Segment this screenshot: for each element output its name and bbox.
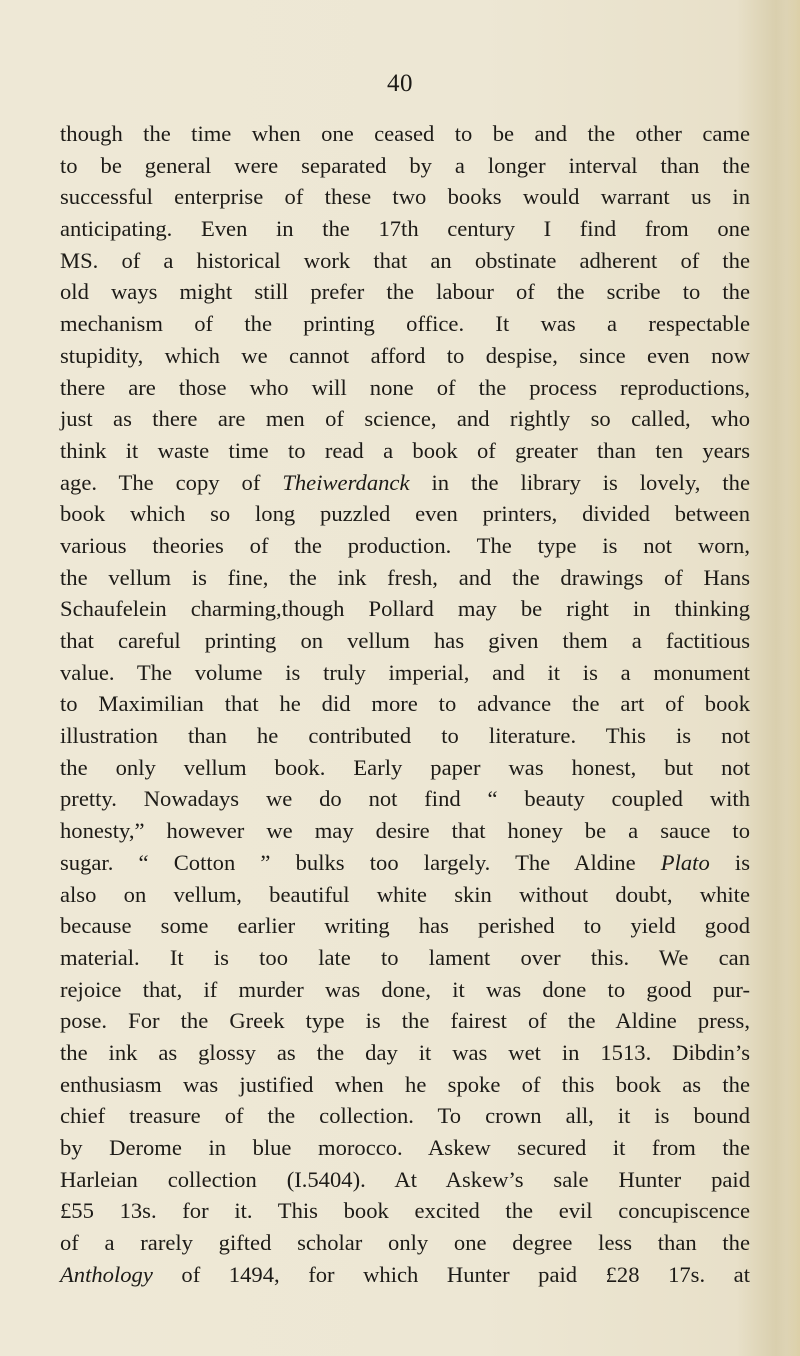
text-line: various theories of the production. The type is not worn, bbox=[60, 532, 750, 558]
text-line: age. The copy of Theiwerdanck in the library is lovely, the bbox=[60, 469, 750, 495]
text-line: there are those who will none of the process reproductions, bbox=[60, 374, 750, 400]
text-line: pretty. Nowadays we do not find “ beauty coupled with bbox=[60, 786, 750, 812]
text-line: stupidity, which we cannot afford to despise, since even now bbox=[60, 342, 750, 368]
page-edge-shading bbox=[786, 0, 800, 1356]
text-line: anticipating. Even in the 17th century I find from one bbox=[60, 216, 750, 242]
text-line: to be general were separated by a longer interval than the bbox=[60, 152, 750, 178]
text-line: enthusiasm was justified when he spoke of this book as the bbox=[60, 1071, 750, 1097]
text-line: the ink as glossy as the day it was wet in 1513. Dibdin’s bbox=[60, 1039, 750, 1065]
page-number: 40 bbox=[387, 70, 413, 97]
text-line: Schaufelein charming,though Pollard may be right in thinking bbox=[60, 596, 750, 622]
text-line: MS. of a historical work that an obstinate adherent of the bbox=[60, 247, 750, 273]
text-line: chief treasure of the collection. To crown all, it is bound bbox=[60, 1103, 750, 1129]
text-line: though the time when one ceased to be and the other came bbox=[60, 121, 750, 146]
text-line: honesty,” however we may desire that honey be a sauce to bbox=[60, 818, 750, 844]
text-line: book which so long puzzled even printers, divided between bbox=[60, 501, 750, 527]
text-line: also on vellum, beautiful white skin without doubt, white bbox=[60, 881, 750, 907]
text-line: rejoice that, if murder was done, it was done to good pur- bbox=[60, 976, 750, 1002]
text-line: because some earlier writing has perished to yield good bbox=[60, 913, 750, 939]
text-line: Harleian collection (I.5404). At Askew’s sale Hunter paid bbox=[60, 1166, 750, 1192]
text-line: mechanism of the printing office. It was a respectable bbox=[60, 311, 750, 337]
text-line: material. It is too late to lament over this. We can bbox=[60, 944, 750, 970]
text-line: old ways might still prefer the labour of the scribe to the bbox=[60, 279, 750, 305]
text-line: value. The volume is truly imperial, and it is a monument bbox=[60, 659, 750, 685]
text-line: Anthology of 1494, for which Hunter paid £28 17s. at bbox=[60, 1261, 750, 1287]
text-line: illustration than he contributed to literature. This is not bbox=[60, 723, 750, 749]
text-line: the only vellum book. Early paper was honest, but not bbox=[60, 754, 750, 780]
text-line: sugar. “ Cotton ” bulks too largely. The Aldine Plato is bbox=[60, 849, 750, 875]
text-line: successful enterprise of these two books would warrant us in bbox=[60, 184, 750, 210]
text-line: think it waste time to read a book of greater than ten years bbox=[60, 437, 750, 463]
body-text bbox=[60, 118, 750, 1290]
text-line: to Maximilian that he did more to advance the art of book bbox=[60, 691, 750, 717]
text-line: £55 13s. for it. This book excited the evil concupiscence bbox=[60, 1198, 750, 1224]
text-line: of a rarely gifted scholar only one degree less than the bbox=[60, 1230, 750, 1256]
text-line: pose. For the Greek type is the fairest of the Aldine press, bbox=[60, 1008, 750, 1034]
text-line: by Derome in blue morocco. Askew secured it from the bbox=[60, 1135, 750, 1160]
text-line: the vellum is fine, the ink fresh, and the drawings of Hans bbox=[60, 564, 750, 590]
text-line: just as there are men of science, and rightly so called, who bbox=[60, 406, 750, 432]
text-line: that careful printing on vellum has given them a factitious bbox=[60, 628, 750, 653]
